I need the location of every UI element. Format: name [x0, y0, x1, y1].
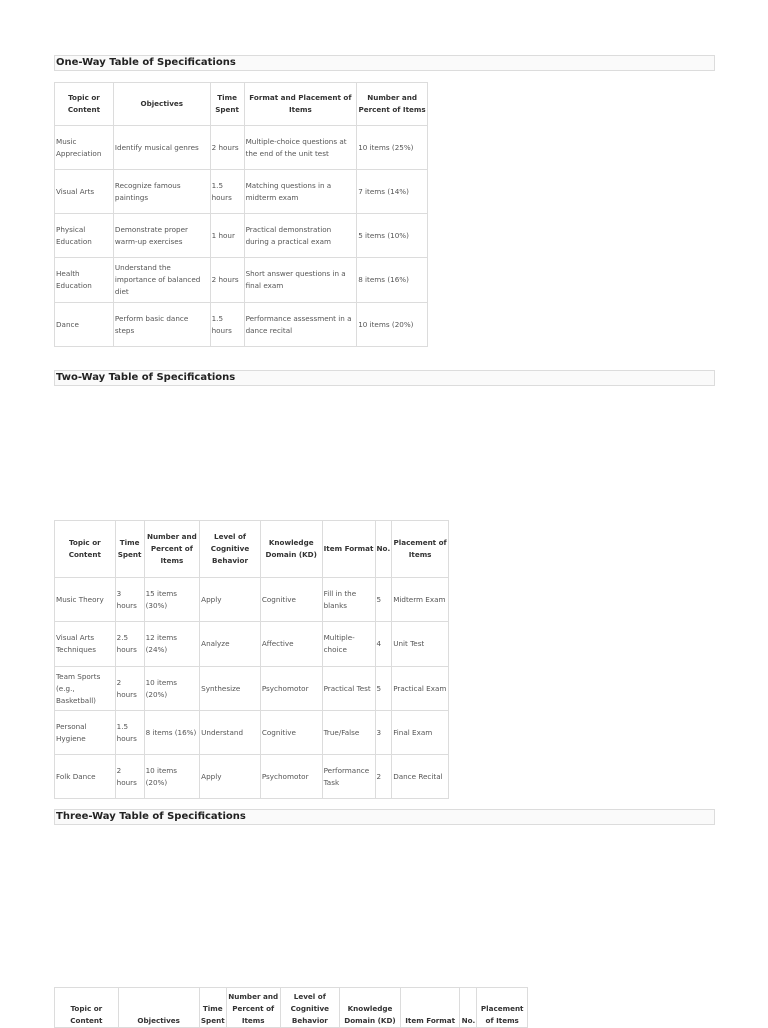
header-cell: No.	[375, 521, 392, 578]
table-cell: 1.5 hours	[210, 303, 244, 347]
table-cell: Unit Test	[392, 622, 449, 667]
table-row	[55, 126, 428, 170]
table-row	[55, 711, 449, 755]
table-cell: Practical Test	[322, 667, 375, 711]
table-cell: 7 items (14%)	[357, 170, 428, 214]
table-cell: Dance Recital	[392, 755, 449, 799]
table-row	[55, 303, 428, 347]
table-cell: 8 items (16%)	[144, 711, 200, 755]
table-cell: 5	[375, 667, 392, 711]
table-row	[55, 258, 428, 303]
table-cell: 2 hours	[210, 126, 244, 170]
table-cell: 2	[375, 755, 392, 799]
header-cell: Item Format	[400, 988, 460, 1028]
table-cell: 2 hours	[115, 755, 144, 799]
header-cell: Placement of Items	[392, 521, 449, 578]
table-cell: Apply	[200, 755, 261, 799]
table-cell: Multiple-choice questions at the end of the unit test	[244, 126, 357, 170]
table-cell: Health Education	[55, 258, 114, 303]
table-cell: 10 items (20%)	[357, 303, 428, 347]
table-cell: Performance Task	[322, 755, 375, 799]
table-row	[55, 667, 449, 711]
one-way-table	[54, 82, 428, 347]
header-cell: Objectives	[113, 83, 210, 126]
table-cell: 2 hours	[210, 258, 244, 303]
table-cell: Performance assessment in a dance recital	[244, 303, 357, 347]
table-cell: Practical Exam	[392, 667, 449, 711]
table-cell: 12 items (24%)	[144, 622, 200, 667]
table-cell: 5 items (10%)	[357, 214, 428, 258]
two-way-table	[54, 520, 449, 799]
table-header-row	[55, 988, 528, 1028]
header-cell: Number and Percent of Items	[226, 988, 280, 1028]
header-cell: Time Spent	[115, 521, 144, 578]
header-cell: Topic or Content	[55, 521, 116, 578]
table-cell: Affective	[260, 622, 322, 667]
table-cell: 3	[375, 711, 392, 755]
table-cell: Apply	[200, 578, 261, 622]
table-cell: True/False	[322, 711, 375, 755]
header-cell: Time Spent	[199, 988, 226, 1028]
header-cell: Topic or Content	[55, 83, 114, 126]
table-cell: Cognitive	[260, 711, 322, 755]
table-row	[55, 622, 449, 667]
table-cell: 4	[375, 622, 392, 667]
header-cell: Level of Cognitive Behavior	[200, 521, 261, 578]
table-cell: Final Exam	[392, 711, 449, 755]
header-cell: Knowledge Domain (KD)	[260, 521, 322, 578]
table-row	[55, 578, 449, 622]
table-cell: Matching questions in a midterm exam	[244, 170, 357, 214]
header-cell: Item Format	[322, 521, 375, 578]
one-way-title: One-Way Table of Specifications	[54, 55, 715, 71]
header-cell: Format and Placement of Items	[244, 83, 357, 126]
table-cell: 3 hours	[115, 578, 144, 622]
header-cell: Placement of Items	[477, 988, 528, 1028]
header-cell: Topic or Content	[55, 988, 119, 1028]
table-row	[55, 755, 449, 799]
table-cell: Short answer questions in a final exam	[244, 258, 357, 303]
table-cell: Visual Arts Techniques	[55, 622, 116, 667]
table-cell: Midterm Exam	[392, 578, 449, 622]
table-cell: Practical demonstration during a practical exam	[244, 214, 357, 258]
table-cell: 8 items (16%)	[357, 258, 428, 303]
table-header-row	[55, 83, 428, 126]
header-cell: Time Spent	[210, 83, 244, 126]
table-cell: Perform basic dance steps	[113, 303, 210, 347]
table-cell: Music Appreciation	[55, 126, 114, 170]
table-cell: Personal Hygiene	[55, 711, 116, 755]
table-cell: 15 items (30%)	[144, 578, 200, 622]
table-cell: Recognize famous paintings	[113, 170, 210, 214]
three-way-table	[54, 987, 528, 1028]
header-cell: Knowledge Domain (KD)	[340, 988, 401, 1028]
table-cell: 5	[375, 578, 392, 622]
table-cell: Dance	[55, 303, 114, 347]
table-cell: 1.5 hours	[115, 711, 144, 755]
table-cell: 1.5 hours	[210, 170, 244, 214]
table-row	[55, 170, 428, 214]
header-cell: No.	[460, 988, 477, 1028]
three-way-title: Three-Way Table of Specifications	[54, 809, 715, 825]
table-cell: Identify musical genres	[113, 126, 210, 170]
table-cell: Synthesize	[200, 667, 261, 711]
table-cell: 1 hour	[210, 214, 244, 258]
header-cell: Level of Cognitive Behavior	[280, 988, 340, 1028]
table-cell: Understand	[200, 711, 261, 755]
header-cell: Number and Percent of Items	[357, 83, 428, 126]
table-cell: Team Sports (e.g., Basketball)	[55, 667, 116, 711]
table-cell: Folk Dance	[55, 755, 116, 799]
table-cell: Physical Education	[55, 214, 114, 258]
table-cell: Understand the importance of balanced diet	[113, 258, 210, 303]
table-cell: Fill in the blanks	[322, 578, 375, 622]
table-cell: Psychomotor	[260, 755, 322, 799]
table-cell: Visual Arts	[55, 170, 114, 214]
table-cell: 10 items (20%)	[144, 667, 200, 711]
table-cell: Cognitive	[260, 578, 322, 622]
table-cell: 2.5 hours	[115, 622, 144, 667]
table-cell: 10 items (25%)	[357, 126, 428, 170]
table-cell: Music Theory	[55, 578, 116, 622]
table-cell: Multiple-choice	[322, 622, 375, 667]
table-cell: Demonstrate proper warm-up exercises	[113, 214, 210, 258]
header-cell: Number and Percent of Items	[144, 521, 200, 578]
table-header-row	[55, 521, 449, 578]
two-way-title: Two-Way Table of Specifications	[54, 370, 715, 386]
table-cell: Psychomotor	[260, 667, 322, 711]
table-cell: 10 items (20%)	[144, 755, 200, 799]
table-cell: 2 hours	[115, 667, 144, 711]
table-cell: Analyze	[200, 622, 261, 667]
table-row	[55, 214, 428, 258]
header-cell: Objectives	[118, 988, 199, 1028]
